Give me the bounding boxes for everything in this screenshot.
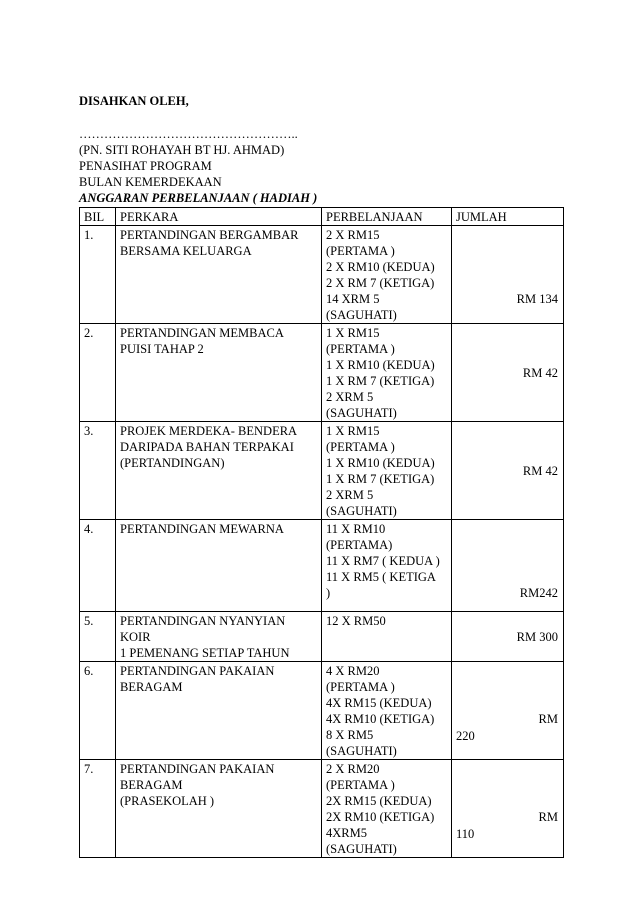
total-amount-cell xyxy=(452,612,564,662)
column-header-jumlah: JUMLAH xyxy=(452,208,564,226)
total-amount: RM 134 xyxy=(516,292,558,306)
total-amount-value: 220 xyxy=(456,729,475,743)
column-header-bil: BIL xyxy=(80,208,116,226)
row-number: 7. xyxy=(80,760,116,858)
total-amount-cell xyxy=(452,422,564,520)
total-amount-cell xyxy=(452,226,564,324)
table-row xyxy=(80,520,564,612)
total-amount: RM 42 xyxy=(522,366,558,380)
table-row xyxy=(80,612,564,662)
table-row xyxy=(80,422,564,520)
total-amount-currency: RM xyxy=(538,810,558,824)
table-row xyxy=(80,662,564,760)
event-name: BULAN KEMERDEKAAN xyxy=(79,175,222,189)
row-number: 6. xyxy=(80,662,116,760)
item-description: PERTANDINGAN PAKAIAN BERAGAM (PRASEKOLAH ) xyxy=(116,760,322,858)
total-amount-currency: RM xyxy=(538,712,558,726)
row-number: 2. xyxy=(80,324,116,422)
item-description: PROJEK MERDEKA- BENDERA DARIPADA BAHAN TERPAKAI (PERTANDINGAN) xyxy=(116,422,322,520)
expense-breakdown: 4 X RM20 (PERTAMA ) 4X RM15 (KEDUA) 4X RM10 (KETIGA) 8 X RM5 (SAGUHATI) xyxy=(322,662,452,760)
row-number: 4. xyxy=(80,520,116,612)
advisor-role: PENASIHAT PROGRAM xyxy=(79,159,212,173)
row-number: 5. xyxy=(80,612,116,662)
expense-breakdown: 2 X RM20 (PERTAMA ) 2X RM15 (KEDUA) 2X RM10 (KETIGA) 4XRM5 (SAGUHATI) xyxy=(322,760,452,858)
total-amount-value: 110 xyxy=(456,827,475,841)
total-amount-cell xyxy=(452,324,564,422)
row-number: 3. xyxy=(80,422,116,520)
total-amount-cell xyxy=(452,662,564,760)
item-description: PERTANDINGAN MEMBACA PUISI TAHAP 2 xyxy=(116,324,322,422)
item-description: PERTANDINGAN PAKAIAN BERAGAM xyxy=(116,662,322,760)
expense-breakdown: 12 X RM50 xyxy=(322,612,452,662)
total-amount-cell xyxy=(452,760,564,858)
approved-by-heading: DISAHKAN OLEH, xyxy=(79,94,189,108)
table-row xyxy=(80,226,564,324)
table-row xyxy=(80,324,564,422)
table-header-row xyxy=(80,208,564,226)
signature-line: …………………………………………….. xyxy=(79,127,298,141)
total-amount: RM242 xyxy=(519,586,558,600)
table-row xyxy=(80,760,564,858)
total-amount-cell xyxy=(452,520,564,612)
budget-table xyxy=(79,207,564,858)
item-description: PERTANDINGAN NYANYIAN KOIR 1 PEMENANG SETIAP TAHUN xyxy=(116,612,322,662)
item-description: PERTANDINGAN BERGAMBAR BERSAMA KELUARGA xyxy=(116,226,322,324)
expense-breakdown: 1 X RM15 (PERTAMA ) 1 X RM10 (KEDUA) 1 X RM 7 (KETIGA) 2 XRM 5 (SAGUHATI) xyxy=(322,324,452,422)
advisor-name: (PN. SITI ROHAYAH BT HJ. AHMAD) xyxy=(79,143,285,157)
item-description: PERTANDINGAN MEWARNA xyxy=(116,520,322,612)
column-header-perkara: PERKARA xyxy=(116,208,322,226)
total-amount: RM 42 xyxy=(522,464,558,478)
approval-block xyxy=(79,93,559,206)
expense-breakdown: 1 X RM15 (PERTAMA ) 1 X RM10 (KEDUA) 1 X RM 7 (KETIGA) 2 XRM 5 (SAGUHATI) xyxy=(322,422,452,520)
budget-title: ANGGARAN PERBELANJAAN ( HADIAH ) xyxy=(79,191,318,205)
row-number: 1. xyxy=(80,226,116,324)
total-amount: RM 300 xyxy=(516,630,558,644)
column-header-perbelanjaan: PERBELANJAAN xyxy=(322,208,452,226)
expense-breakdown: 2 X RM15 (PERTAMA ) 2 X RM10 (KEDUA) 2 X RM 7 (KETIGA) 14 XRM 5 (SAGUHATI) xyxy=(322,226,452,324)
expense-breakdown: 11 X RM10 (PERTAMA) 11 X RM7 ( KEDUA ) 11 X RM5 ( KETIGA ) xyxy=(322,520,452,612)
